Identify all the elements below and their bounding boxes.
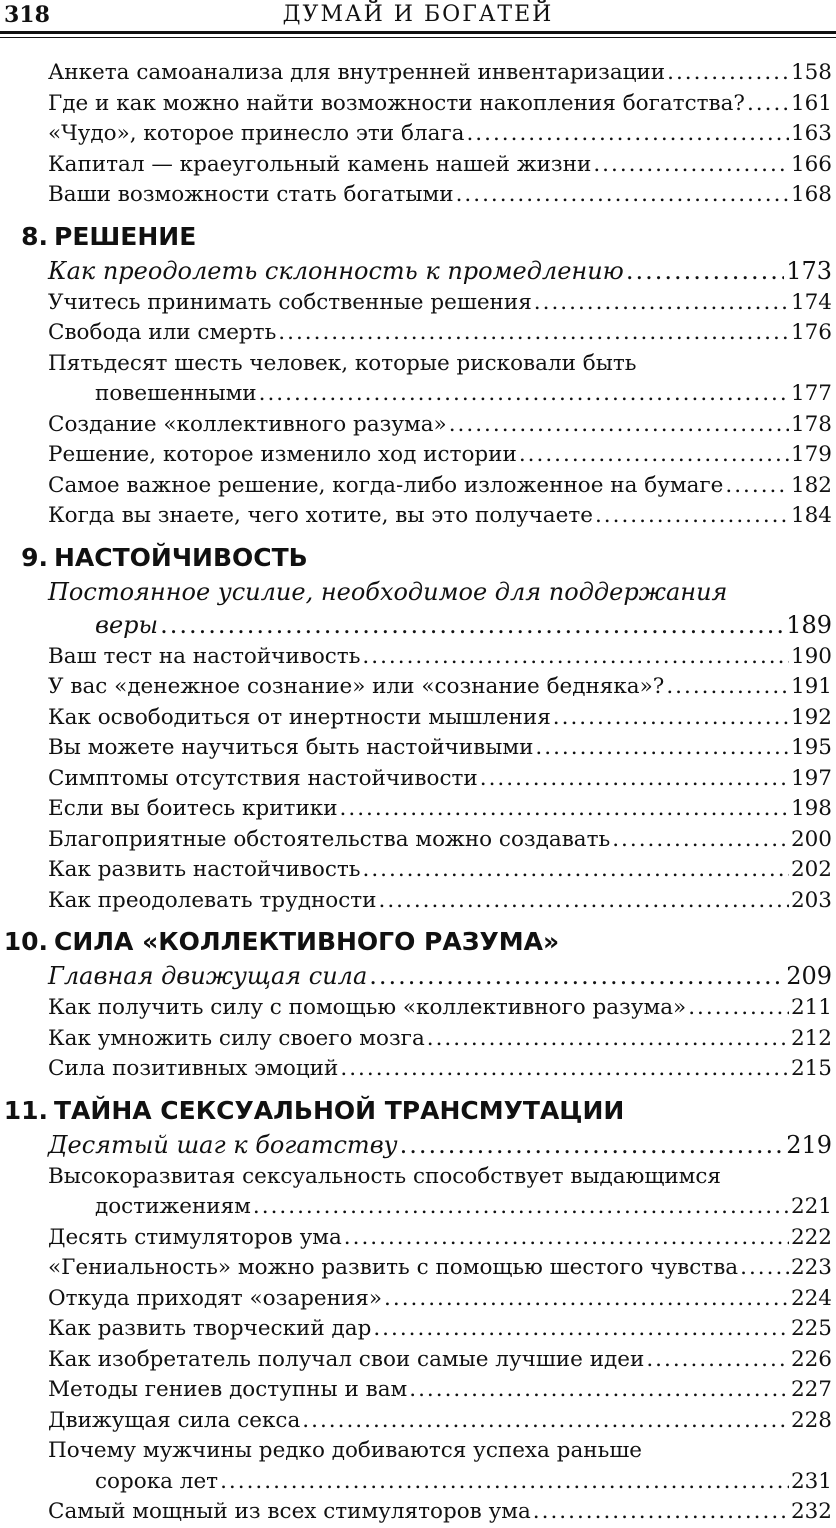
toc-entry-title: Капитал — краеугольный камень нашей жизни <box>48 151 592 177</box>
dot-leader <box>253 1192 789 1223</box>
dot-leader <box>160 609 784 642</box>
toc-entry[interactable] <box>0 764 836 795</box>
toc-page-number: 195 <box>790 735 832 760</box>
toc-entry-line: Почему мужчины редко добиваются успеха раньше <box>48 1438 643 1463</box>
dot-leader <box>725 471 789 502</box>
toc-page-number: 223 <box>790 1255 832 1280</box>
toc-entry[interactable] <box>0 58 836 89</box>
chapter-title: СИЛА «КОЛЛЕКТИВНОГО РАЗУМА» <box>54 927 560 956</box>
toc-entry-title: Самый мощный из всех стимуляторов ума <box>48 1499 531 1524</box>
dot-leader <box>340 794 789 825</box>
dot-leader <box>612 825 789 856</box>
toc-page-number: 158 <box>790 60 832 85</box>
toc-entry-title: Если вы боитесь критики <box>48 796 338 821</box>
chapter-subtitle-entry[interactable] <box>0 609 836 642</box>
toc-entry[interactable] <box>0 288 836 319</box>
chapter-subtitle-entry[interactable] <box>0 960 836 993</box>
toc-entry[interactable] <box>0 1467 836 1498</box>
toc-entry-title: сорока лет <box>95 1468 219 1494</box>
toc-page-number: 215 <box>790 1056 832 1081</box>
toc-entry[interactable] <box>0 471 836 502</box>
toc-entry-title: Десять стимуляторов ума <box>48 1224 342 1250</box>
toc-page-number: 191 <box>790 674 832 699</box>
dot-leader <box>466 119 788 150</box>
toc-page-number: 182 <box>790 472 832 498</box>
dot-leader <box>688 993 789 1024</box>
toc-entry-line: Пятьдесят шесть человек, которые рисковали быть <box>48 350 637 376</box>
dot-leader <box>667 58 789 89</box>
toc-entry[interactable] <box>0 318 836 349</box>
toc-entry[interactable] <box>0 1223 836 1254</box>
chapter-title: НАСТОЙЧИВОСТЬ <box>54 542 308 572</box>
toc-entry-title: Свобода или смерть <box>48 320 277 345</box>
toc-page-number: 227 <box>790 1377 832 1402</box>
dot-leader <box>740 1253 789 1284</box>
chapter-number: 8. <box>21 221 48 251</box>
toc-page-number: 228 <box>790 1407 832 1433</box>
dot-leader <box>344 1223 789 1254</box>
toc-page-number: 173 <box>786 256 832 285</box>
toc-entry[interactable] <box>0 150 836 181</box>
toc-entry[interactable] <box>0 993 836 1024</box>
toc-entry-title: Самое важное решение, когда-либо изложенное на бумаге <box>48 472 724 498</box>
toc-page-number: 200 <box>790 826 832 852</box>
chapter-subtitle-line: Постоянное усилие, необходимое для поддержания <box>48 577 728 606</box>
toc-entry[interactable] <box>0 1406 836 1437</box>
chapter-subtitle: веры <box>95 610 159 639</box>
toc-entry-title: Сила позитивных эмоций <box>48 1056 339 1081</box>
dot-leader <box>302 1406 789 1437</box>
toc-entry[interactable] <box>0 825 836 856</box>
dot-leader <box>427 1024 789 1055</box>
dot-leader <box>535 733 789 764</box>
chapter-number: 10. <box>3 927 48 956</box>
dot-leader <box>259 379 789 410</box>
dot-leader <box>220 1467 789 1498</box>
toc-page-number: 222 <box>790 1224 832 1250</box>
toc-entry-title: «Чудо», которое принесло эти блага <box>48 121 465 146</box>
toc-entry-title: Когда вы знаете, чего хотите, вы это получаете <box>48 503 593 528</box>
toc-page-number: 189 <box>786 610 832 639</box>
dot-leader <box>646 1345 789 1376</box>
dot-leader <box>384 1284 789 1315</box>
chapter-number: 9. <box>21 542 48 572</box>
table-of-contents <box>0 58 836 1528</box>
toc-entry[interactable] <box>0 410 836 441</box>
dot-leader <box>595 501 789 532</box>
dot-leader <box>278 318 789 349</box>
toc-page-number: 161 <box>790 90 832 116</box>
toc-entry-title: «Гениальность» можно развить с помощью шестого чувства <box>48 1255 739 1280</box>
running-title: ДУМАЙ И БОГАТЕЙ <box>282 2 554 27</box>
toc-entry[interactable] <box>0 119 836 150</box>
dot-leader <box>626 255 784 288</box>
toc-page-number: 163 <box>790 121 832 146</box>
dot-leader <box>400 1129 785 1162</box>
toc-entry-title: Как преодолевать трудности <box>48 887 377 913</box>
toc-entry-title: достижениям <box>95 1194 251 1219</box>
toc-page-number: 221 <box>790 1194 832 1219</box>
dot-leader <box>340 1054 789 1085</box>
dot-leader <box>593 150 789 181</box>
toc-entry-title: Ваш тест на настойчивость <box>48 643 361 669</box>
dot-leader <box>456 180 789 211</box>
chapter-subtitle: Как преодолеть склонность к промедлению <box>48 256 624 285</box>
chapter-subtitle-entry[interactable] <box>0 1129 836 1162</box>
chapter-heading[interactable] <box>0 924 836 960</box>
toc-page-number: 231 <box>790 1468 832 1494</box>
toc-entry-title: Где и как можно найти возможности накопления богатства? <box>48 90 745 116</box>
toc-entry[interactable] <box>0 1497 836 1528</box>
dot-leader <box>519 440 789 471</box>
toc-entry-title: Решение, которое изменило ход истории <box>48 442 517 467</box>
toc-page-number: 224 <box>790 1285 832 1311</box>
toc-entry[interactable] <box>0 642 836 673</box>
toc-entry[interactable] <box>0 180 836 211</box>
chapter-title: РЕШЕНИЕ <box>54 221 197 251</box>
page-header <box>0 0 836 40</box>
toc-entry-title: Создание «коллективного разума» <box>48 411 447 437</box>
toc-entry[interactable] <box>0 440 836 471</box>
dot-leader <box>666 672 789 703</box>
toc-entry[interactable] <box>0 501 836 532</box>
toc-entry-title: Как развить настойчивость <box>48 857 361 882</box>
toc-entry-title: Как освободиться от инертности мышления <box>48 704 551 730</box>
toc-entry[interactable] <box>0 672 836 703</box>
toc-entry[interactable] <box>0 733 836 764</box>
chapter-subtitle: Главная движущая сила <box>48 962 368 990</box>
toc-page-number: 168 <box>790 182 832 207</box>
toc-entry-title: Симптомы отсутствия настойчивости <box>48 765 478 791</box>
toc-page-number: 184 <box>790 503 832 528</box>
toc-entry-title: Откуда приходят «озарения» <box>48 1285 383 1311</box>
toc-entry[interactable] <box>0 1054 836 1085</box>
toc-page-number: 176 <box>790 320 832 345</box>
toc-entry[interactable] <box>0 1253 836 1284</box>
toc-entry-line: Высокоразвитая сексуальность способствует выдающимся <box>48 1163 721 1189</box>
toc-entry[interactable] <box>0 1284 836 1315</box>
toc-page-number: 198 <box>790 796 832 821</box>
chapter-subtitle: Десятый шаг к богатству <box>48 1130 398 1159</box>
toc-entry[interactable] <box>0 1192 836 1223</box>
toc-entry-title: Учитесь принимать собственные решения <box>48 289 532 315</box>
header-rule-thick <box>0 31 836 34</box>
chapter-number: 11. <box>3 1095 48 1125</box>
toc-page-number: 226 <box>790 1346 832 1372</box>
toc-page-number: 209 <box>786 962 832 990</box>
dot-leader <box>480 764 789 795</box>
chapter-heading[interactable] <box>0 540 836 576</box>
toc-page-number: 178 <box>790 411 832 437</box>
toc-entry[interactable] <box>0 379 836 410</box>
toc-page-number: 203 <box>790 887 832 913</box>
toc-page-number: 192 <box>790 704 832 730</box>
dot-leader <box>747 89 789 120</box>
toc-entry[interactable] <box>0 1314 836 1345</box>
toc-page-number: 179 <box>790 442 832 467</box>
toc-entry[interactable] <box>0 89 836 120</box>
toc-entry-title: Вы можете научиться быть настойчивыми <box>48 735 534 760</box>
toc-page-number: 219 <box>786 1130 832 1159</box>
toc-entry-title: Ваши возможности стать богатыми <box>48 182 454 207</box>
toc-entry-title: У вас «денежное сознание» или «сознание бедняка»? <box>48 674 665 699</box>
toc-entry[interactable] <box>0 1024 836 1055</box>
toc-page-number: 212 <box>790 1025 832 1051</box>
toc-entry[interactable] <box>0 855 836 886</box>
dot-leader <box>534 288 789 319</box>
dot-leader <box>409 1375 789 1406</box>
toc-entry-title: Как умножить силу своего мозга <box>48 1025 425 1051</box>
toc-page-number: 225 <box>790 1316 832 1341</box>
chapter-heading[interactable] <box>0 1093 836 1129</box>
dot-leader <box>362 642 789 673</box>
toc-entry-title: Движущая сила секса <box>48 1407 301 1433</box>
toc-page-number: 211 <box>790 995 832 1020</box>
toc-entry-title: Анкета самоанализа для внутренней инвентаризации <box>48 60 666 85</box>
toc-entry[interactable] <box>0 886 836 917</box>
dot-leader <box>363 855 789 886</box>
toc-entry-title: Как изобретатель получал свои самые лучшие идеи <box>48 1346 645 1372</box>
toc-entry-title: повешенными <box>95 381 257 406</box>
dot-leader <box>553 703 789 734</box>
chapter-subtitle-entry[interactable] <box>0 255 836 288</box>
toc-entry[interactable] <box>0 1345 836 1376</box>
toc-entry-title: Методы гениев доступны и вам <box>48 1377 408 1402</box>
dot-leader <box>449 410 789 441</box>
toc-page-number: 190 <box>790 643 832 669</box>
toc-page-number: 232 <box>790 1499 832 1524</box>
chapter-title: ТАЙНА СЕКСУАЛЬНОЙ ТРАНСМУТАЦИИ <box>54 1095 625 1125</box>
toc-entry[interactable] <box>0 1375 836 1406</box>
toc-entry-title: Как получить силу с помощью «коллективного разума» <box>48 995 687 1020</box>
dot-leader <box>369 960 784 993</box>
toc-page-number: 197 <box>790 765 832 791</box>
dot-leader <box>533 1497 789 1528</box>
dot-leader <box>373 1314 789 1345</box>
toc-page-number: 177 <box>790 381 832 406</box>
page-number: 318 <box>4 2 50 28</box>
toc-entry-title: Как развить творческий дар <box>48 1316 372 1341</box>
chapter-heading[interactable] <box>0 219 836 255</box>
toc-page-number: 202 <box>790 857 832 882</box>
toc-entry[interactable] <box>0 703 836 734</box>
toc-entry[interactable] <box>0 794 836 825</box>
toc-page-number: 174 <box>790 289 832 315</box>
toc-entry-title: Благоприятные обстоятельства можно создавать <box>48 826 611 852</box>
header-rule-thin <box>0 37 836 38</box>
toc-page-number: 166 <box>790 151 832 177</box>
dot-leader <box>379 886 789 917</box>
